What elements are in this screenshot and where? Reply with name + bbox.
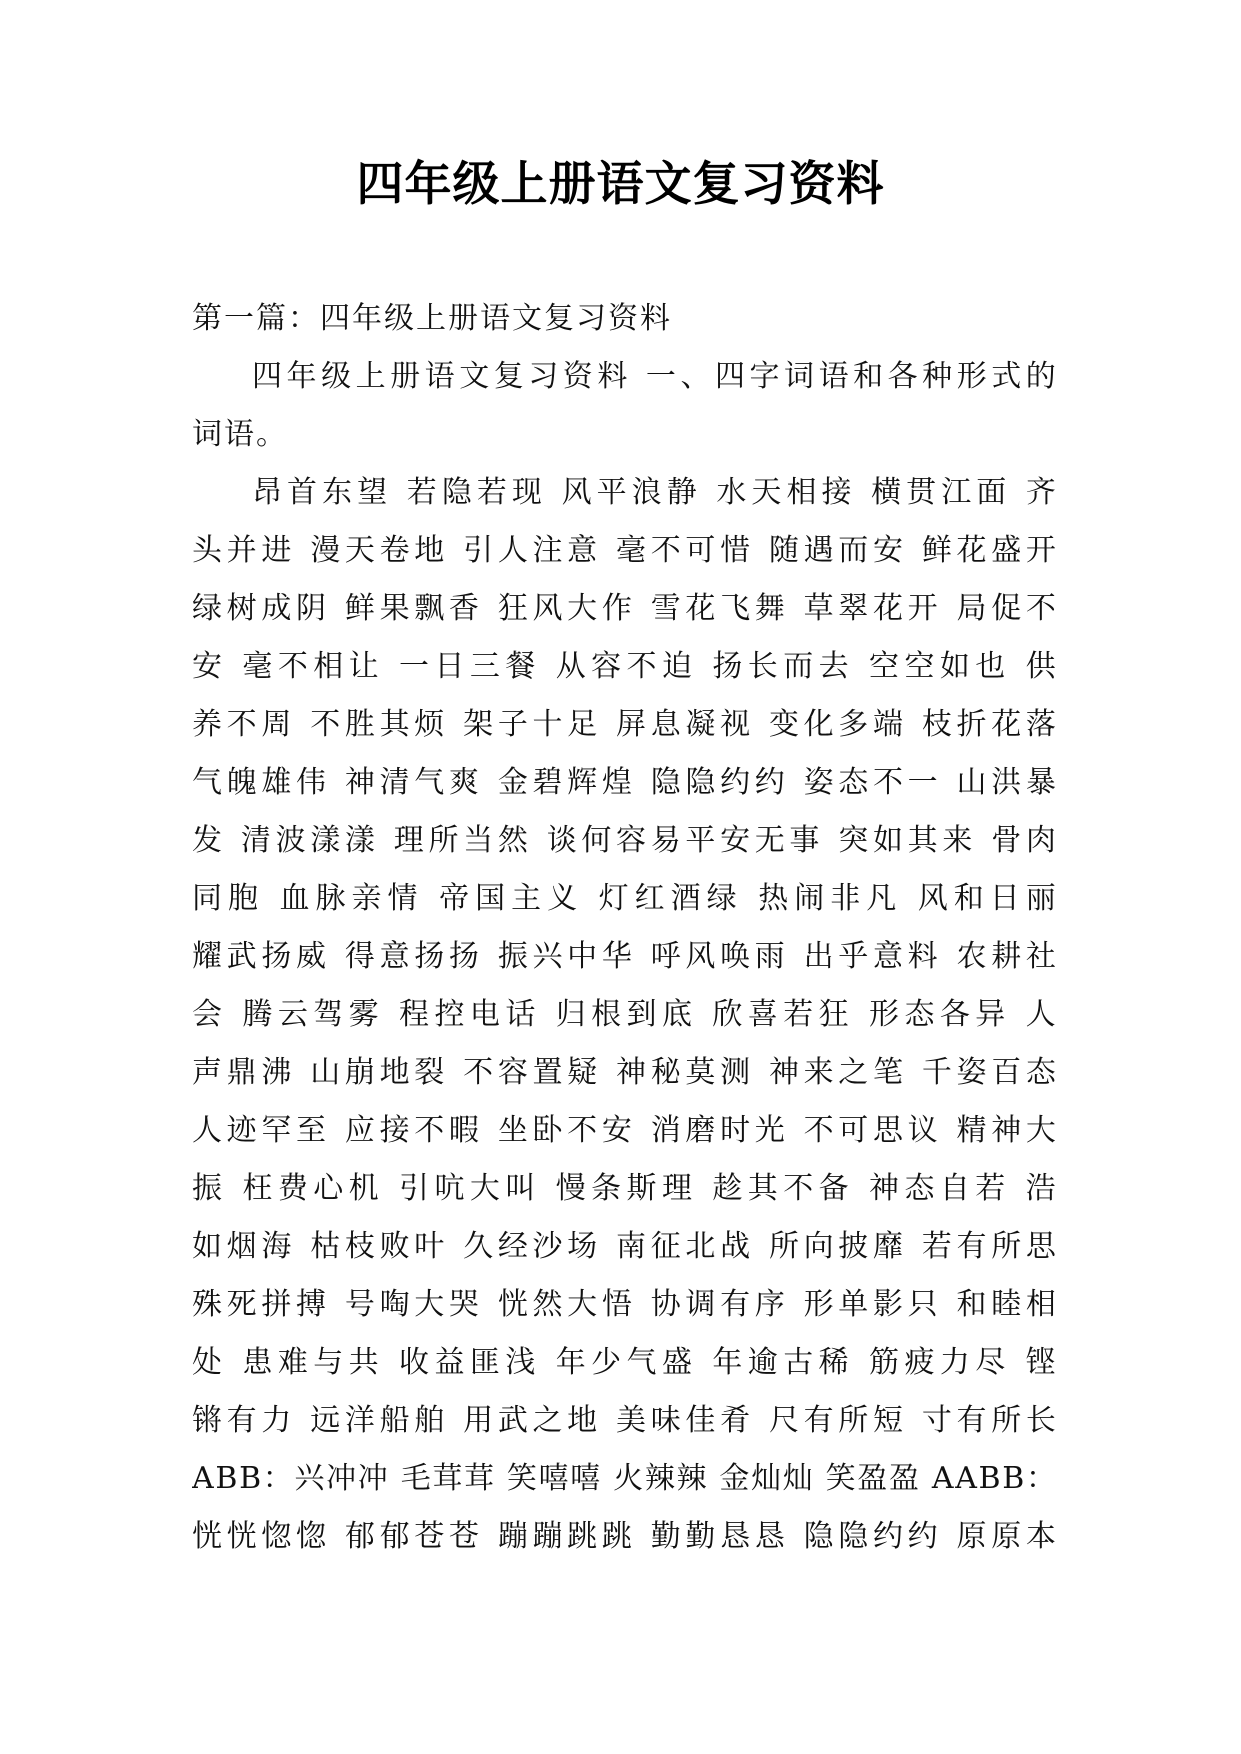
text-line: 会 腾 云 驾 雾 程 控 电 话 归 根 到 底 欣 喜 若 狂 形 态 各 异 人 bbox=[192, 997, 1056, 1032]
text-line: 耀 武 扬 威 得 意 扬 扬 振 兴 中 华 呼 风 唤 雨 出 乎 意 料 农 耕 社 bbox=[192, 939, 1056, 974]
text-line: 如 烟 海 枯 枝 败 叶 久 经 沙 场 南 征 北 战 所 向 披 靡 若 有 所 思 bbox=[192, 1229, 1056, 1264]
text-line: 词语。 bbox=[192, 417, 288, 452]
text-line: 殊 死 拼 搏 号 啕 大 哭 恍 然 大 悟 协 调 有 序 形 单 影 只 和 睦 相 bbox=[192, 1287, 1056, 1322]
text-line: 昂 首 东 望 若 隐 若 现 风 平 浪 静 水 天 相 接 横 贯 江 面 齐 bbox=[252, 475, 1056, 510]
text-line: A B B ： 兴 冲 冲 毛 茸 茸 笑 嘻 嘻 火 辣 辣 金 灿 灿 笑 盈 盈 A A B B ： bbox=[192, 1461, 1056, 1496]
text-line: 恍 恍 惚 惚 郁 郁 苍 苍 蹦 蹦 跳 跳 勤 勤 恳 恳 隐 隐 约 约 原 原 本 bbox=[192, 1519, 1056, 1554]
text-line: 头 并 进 漫 天 卷 地 引 人 注 意 毫 不 可 惜 随 遇 而 安 鲜 花 盛 开 bbox=[192, 533, 1056, 568]
text-line: 同 胞 血 脉 亲 情 帝 国 主 义 灯 红 酒 绿 热 闹 非 凡 风 和 日 丽 bbox=[192, 881, 1056, 916]
text-line: 养 不 周 不 胜 其 烦 架 子 十 足 屏 息 凝 视 变 化 多 端 枝 折 花 落 bbox=[192, 707, 1056, 742]
text-line: 振 枉 费 心 机 引 吭 大 叫 慢 条 斯 理 趁 其 不 备 神 态 自 若 浩 bbox=[192, 1171, 1056, 1206]
document-title: 四年级上册语文复习资料 bbox=[356, 157, 885, 212]
text-line: 安 毫 不 相 让 一 日 三 餐 从 容 不 迫 扬 长 而 去 空 空 如 也 供 bbox=[192, 649, 1056, 684]
text-line: 声 鼎 沸 山 崩 地 裂 不 容 置 疑 神 秘 莫 测 神 来 之 笔 千 姿 百 态 bbox=[192, 1055, 1056, 1090]
text-line: 绿 树 成 阴 鲜 果 飘 香 狂 风 大 作 雪 花 飞 舞 草 翠 花 开 局 促 不 bbox=[192, 591, 1056, 626]
text-line: 气 魄 雄 伟 神 清 气 爽 金 碧 辉 煌 隐 隐 约 约 姿 态 不 一 山 洪 暴 bbox=[192, 765, 1056, 800]
text-line: 第一篇：四年级上册语文复习资料 bbox=[192, 301, 672, 336]
text-line: 锵 有 力 远 洋 船 舶 用 武 之 地 美 味 佳 肴 尺 有 所 短 寸 有 所 长 bbox=[192, 1403, 1056, 1438]
document-body bbox=[192, 290, 1056, 1566]
text-line: 四 年 级 上 册 语 文 复 习 资 料 一 、 四 字 词 语 和 各 种 形 式 的 bbox=[252, 359, 1056, 394]
text-line: 人 迹 罕 至 应 接 不 暇 坐 卧 不 安 消 磨 时 光 不 可 思 议 精 神 大 bbox=[192, 1113, 1056, 1148]
text-line: 处 患 难 与 共 收 益 匪 浅 年 少 气 盛 年 逾 古 稀 筋 疲 力 尽 铿 bbox=[192, 1345, 1056, 1380]
text-line: 发 清 波 漾 漾 理 所 当 然 谈 何 容 易 平 安 无 事 突 如 其 来 骨 肉 bbox=[192, 823, 1056, 858]
